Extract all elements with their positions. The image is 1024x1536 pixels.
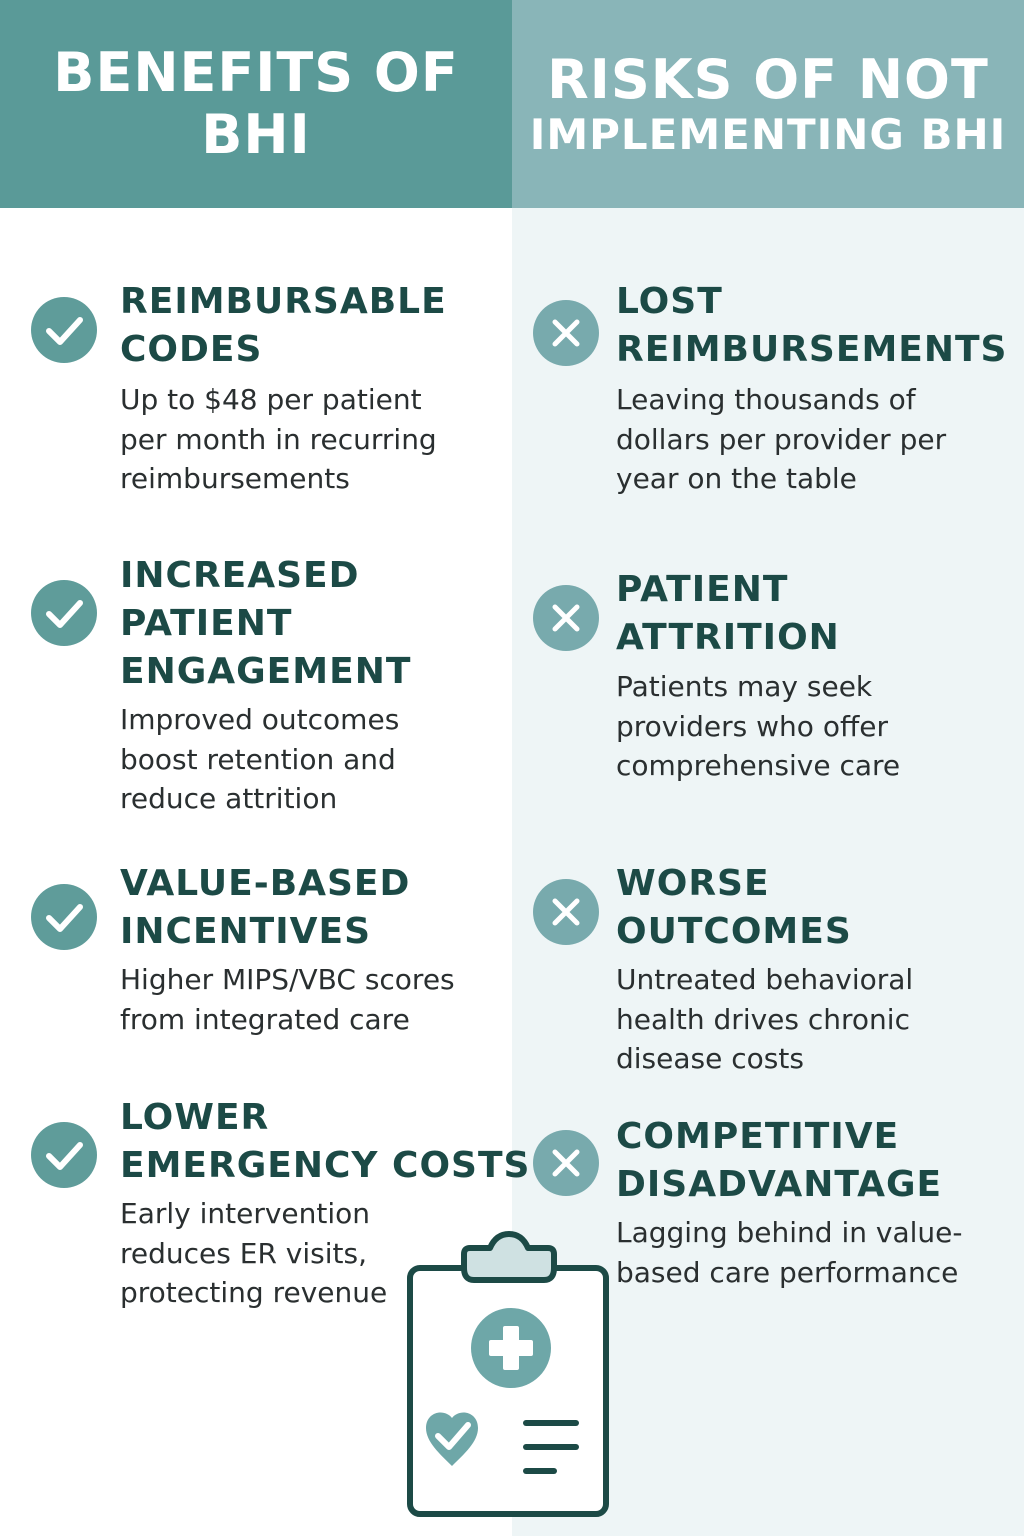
risk-desc-line: Leaving thousands of <box>616 383 916 416</box>
risk-title <box>616 1113 942 1209</box>
benefit-title <box>120 860 410 956</box>
check-icon <box>31 580 97 646</box>
benefit-desc-line: per month in recurring <box>120 422 437 456</box>
benefit-desc-line: Improved outcomes <box>120 703 400 736</box>
risks-header <box>512 0 1024 208</box>
risk-description <box>616 960 913 1079</box>
risk-title-line: DISADVANTAGE <box>616 1164 943 1205</box>
risk-title <box>616 860 852 956</box>
risk-desc-line: comprehensive care <box>616 749 901 782</box>
risks-header-line-2: IMPLEMENTING BHI <box>529 109 1007 159</box>
benefit-desc-line: from integrated care <box>120 1002 410 1036</box>
clipboard-health-icon <box>404 1228 614 1520</box>
benefit-desc-line: protecting revenue <box>120 1276 388 1309</box>
benefit-description <box>120 1194 387 1313</box>
benefit-title-line: ENGAGEMENT <box>120 651 412 692</box>
risk-title-line: PATIENT <box>616 569 789 610</box>
benefit-title-line: LOWER <box>120 1097 270 1138</box>
risk-title-line: ATTRITION <box>616 617 840 658</box>
benefit-desc-line: reduces ER visits, <box>120 1236 367 1270</box>
risk-title-line: COMPETITIVE <box>616 1116 900 1157</box>
benefit-title <box>120 278 447 374</box>
risk-description <box>616 667 900 786</box>
risk-title <box>616 566 840 662</box>
benefit-title <box>120 552 411 696</box>
benefit-desc-line: Early intervention <box>120 1197 371 1230</box>
risk-title <box>616 278 1007 374</box>
benefits-header-line-2: BHI <box>201 103 311 166</box>
benefits-header <box>0 0 512 208</box>
risk-desc-line: Lagging behind in value- <box>616 1216 963 1249</box>
benefit-title-line: CODES <box>120 329 263 370</box>
risk-description <box>616 1213 962 1292</box>
benefit-title-line: PATIENT <box>120 603 293 644</box>
benefit-description <box>120 380 437 499</box>
risks-header-line-1: RISKS OF NOT <box>547 47 989 111</box>
benefit-title <box>120 1094 530 1190</box>
risk-desc-line: dollars per provider per <box>616 422 947 456</box>
risk-title-line: WORSE <box>616 863 770 904</box>
risk-desc-line: disease costs <box>616 1042 804 1075</box>
check-icon <box>31 297 97 363</box>
benefit-title-line: REIMBURSABLE <box>120 281 447 322</box>
risk-desc-line: based care performance <box>616 1255 959 1289</box>
benefit-desc-line: boost retention and <box>120 742 396 776</box>
benefit-desc-line: Higher MIPS/VBC scores <box>120 963 455 996</box>
risk-desc-line: Untreated behavioral <box>616 963 914 996</box>
benefit-title-line: INCENTIVES <box>120 911 371 952</box>
benefits-header-line-1: BENEFITS OF <box>53 40 459 104</box>
risk-title-line: REIMBURSEMENTS <box>616 329 1008 370</box>
benefit-desc-line: reduce attrition <box>120 782 338 815</box>
risk-desc-line: providers who offer <box>616 709 888 743</box>
x-icon <box>533 879 599 945</box>
benefit-title-line: VALUE-BASED <box>120 863 411 904</box>
risk-desc-line: health drives chronic <box>616 1002 910 1036</box>
check-icon <box>31 884 97 950</box>
risk-title-line: OUTCOMES <box>616 911 852 952</box>
x-icon <box>533 585 599 651</box>
risk-title-line: LOST <box>616 281 723 322</box>
benefit-desc-line: reimbursements <box>120 462 350 495</box>
benefit-title-line: INCREASED <box>120 555 360 596</box>
benefit-description <box>120 700 399 819</box>
risk-description <box>616 380 946 499</box>
x-icon <box>533 1130 599 1196</box>
risk-desc-line: Patients may seek <box>616 670 873 703</box>
check-icon <box>31 1122 97 1188</box>
risk-desc-line: year on the table <box>616 462 857 495</box>
x-icon <box>533 300 599 366</box>
benefit-description <box>120 960 455 1039</box>
benefit-desc-line: Up to $48 per patient <box>120 383 422 416</box>
benefit-title-line: EMERGENCY COSTS <box>120 1145 531 1186</box>
